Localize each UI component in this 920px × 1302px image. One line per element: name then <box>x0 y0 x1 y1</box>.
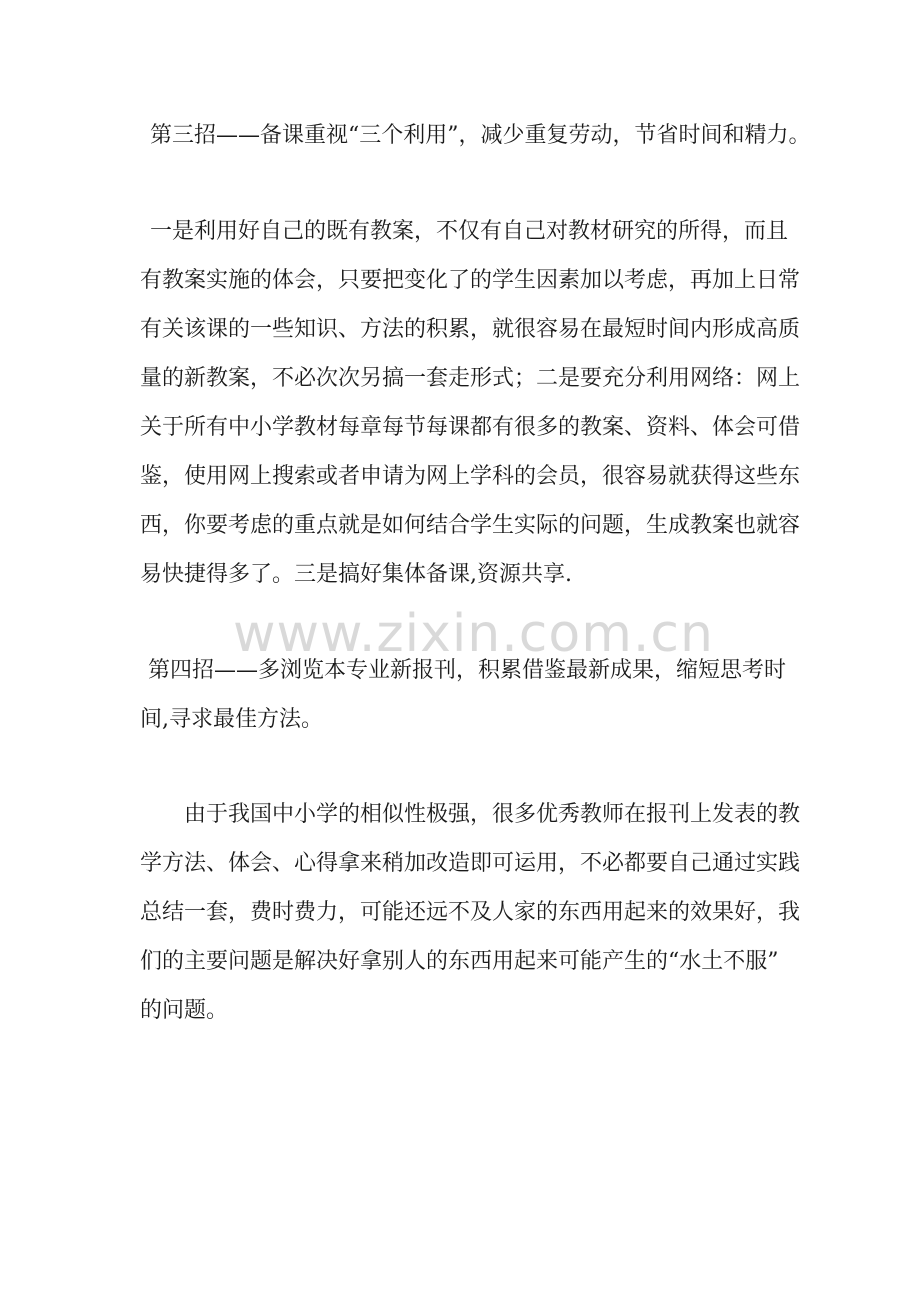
paragraph-line: 易快捷得多了。三是搞好集体备课,资源共享. <box>140 562 572 587</box>
paragraph-line: 由于我国中小学的相似性极强，很多优秀教师在报刊上发表的教 <box>184 802 801 827</box>
paragraph-line: 量的新教案，不必次次另搞一套走形式；二是要充分利用网络：网上 <box>140 366 801 391</box>
paragraph-line: 第三招——备课重视“三个利用”，减少重复劳动，节省时间和精力。 <box>150 123 811 148</box>
paragraph-line: 有关该课的一些知识、方法的积累，就很容易在最短时间内形成高质 <box>140 317 801 342</box>
paragraph-line: 关于所有中小学教材每章每节每课都有很多的教案、资料、体会可借 <box>140 415 801 440</box>
watermark: www.zixin.com.cn <box>233 604 714 664</box>
paragraph-line: 们的主要问题是解决好拿别人的东西用起来可能产生的“水土不服” <box>140 949 779 974</box>
paragraph-line: 第四招——多浏览本专业新报刊，积累借鉴最新成果，缩短思考时 <box>148 658 787 683</box>
paragraph-line: 一是利用好自己的既有教案，不仅有自己对教材研究的所得，而且 <box>150 219 789 244</box>
paragraph-line: 有教案实施的体会，只要把变化了的学生因素加以考虑，再加上日常 <box>140 268 801 293</box>
paragraph-line: 学方法、体会、心得拿来稍加改造即可运用，不必都要自己通过实践 <box>140 851 801 876</box>
paragraph-line: 鉴，使用网上搜索或者申请为网上学科的会员，很容易就获得这些东 <box>140 464 801 489</box>
paragraph-line: 间,寻求最佳方法。 <box>140 707 323 732</box>
paragraph-line: 的问题。 <box>140 998 229 1023</box>
paragraph-line: 西，你要考虑的重点就是如何结合学生实际的问题，生成教案也就容 <box>140 513 801 538</box>
paragraph-line: 总结一套，费时费力，可能还远不及人家的东西用起来的效果好，我 <box>140 900 801 925</box>
